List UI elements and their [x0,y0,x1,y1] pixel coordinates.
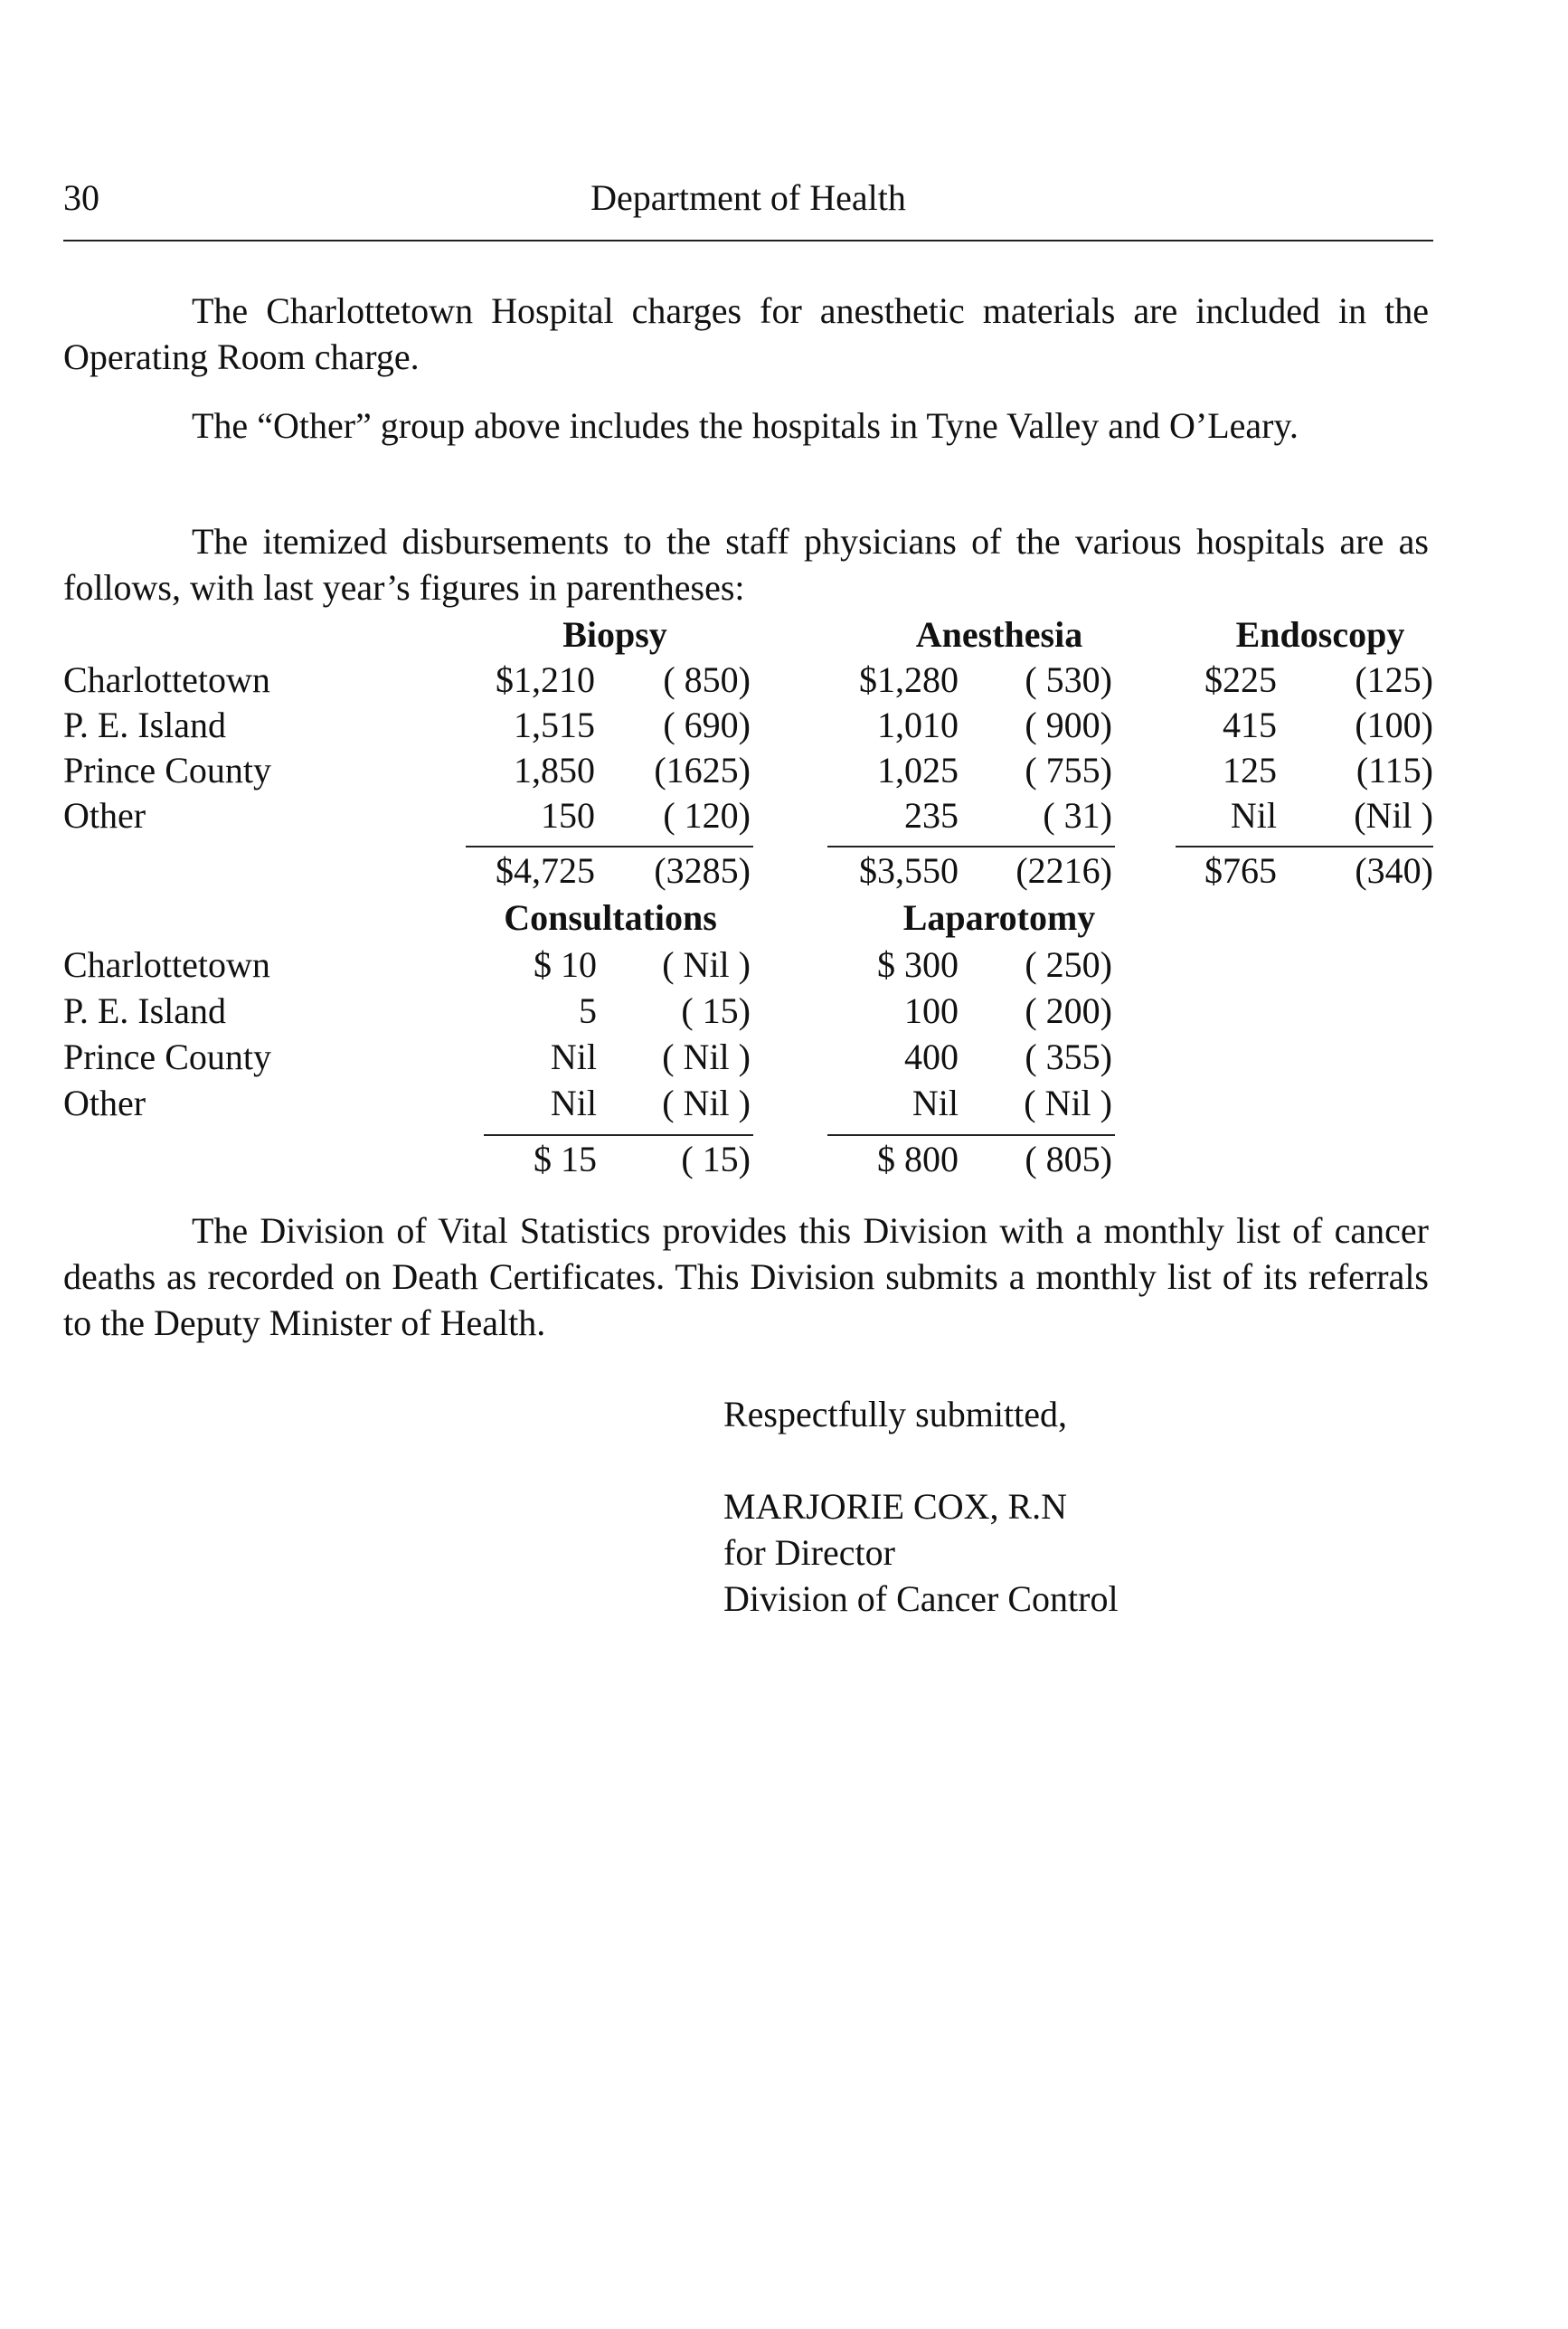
row-label-prince-county: Prince County [63,750,271,791]
total-prior: ( 805) [1025,1139,1112,1179]
total-rule [466,846,753,847]
page-number: 30 [63,177,99,218]
total-value: $3,550 [859,850,959,891]
signatory-division: Division of Cancer Control [723,1578,1119,1619]
total-prior: (340) [1355,850,1433,891]
column-header-anesthesia: Anesthesia [915,614,1083,655]
row-label-other: Other [63,795,146,836]
table-cell-value: 1,025 [877,750,959,791]
table-cell-value: $1,280 [859,659,959,700]
header-rule [63,240,1433,241]
table-cell-value: 150 [541,795,595,836]
page-header [63,176,1433,223]
row-label-prince-county: Prince County [63,1037,271,1077]
total-prior: (2216) [1015,850,1112,891]
table-cell-prior: ( 850) [663,659,751,700]
page-title: Department of Health [590,177,906,218]
table-cell-value: Nil [550,1083,597,1123]
table-cell-prior: ( 900) [1025,705,1112,745]
paragraph-text: The Division of Vital Statistics provides this Division with a monthly list of cancer deaths as recorded on Death Certificates. This Division submits a monthly list of its referrals to the Deputy Minister of Health. [63,1210,1429,1343]
paragraph-vital-statistics [63,1207,1429,1346]
table-cell-prior: (115) [1355,750,1433,791]
table-cell-value: $ 300 [877,944,959,985]
table-cell-prior: ( Nil ) [662,1083,751,1123]
table-cell-prior: (1625) [654,750,751,791]
column-header-laparotomy: Laparotomy [902,897,1096,938]
table-cell-prior: (125) [1355,659,1433,700]
table-cell-value: 125 [1223,750,1277,791]
table-cell-prior: ( 120) [663,795,751,836]
total-value: $ 800 [877,1139,959,1179]
table-cell-value: 1,850 [514,750,595,791]
row-label-pe-island: P. E. Island [63,705,226,745]
paragraph-other-group [63,402,1429,449]
column-header-consultations: Consultations [504,897,717,938]
table-cell-prior: ( 200) [1025,990,1112,1031]
total-rule [827,1134,1115,1136]
row-label-charlottetown: Charlottetown [63,659,270,700]
table-cell-value: 1,515 [514,705,595,745]
row-label-pe-island: P. E. Island [63,990,226,1031]
table-cell-value: Nil [1230,795,1277,836]
closing-line: Respectfully submitted, [723,1394,1067,1434]
column-header-biopsy: Biopsy [562,614,667,655]
row-label-other: Other [63,1083,146,1123]
total-rule [827,846,1115,847]
table-cell-value: 415 [1223,705,1277,745]
table-cell-value: $225 [1204,659,1277,700]
total-rule [484,1134,753,1136]
table-cell-prior: ( 31) [1043,795,1112,836]
paragraph-text: The Charlottetown Hospital charges for anesthetic materials are included in the Operating Room charge. [63,290,1429,377]
total-rule [1176,846,1433,847]
table-cell-prior: ( 250) [1025,944,1112,985]
table-cell-prior: ( 755) [1025,750,1112,791]
total-prior: (3285) [654,850,751,891]
table-cell-prior: (Nil ) [1354,795,1433,836]
total-value: $765 [1204,850,1277,891]
total-prior: ( 15) [681,1139,751,1179]
table-cell-value: 5 [579,990,597,1031]
table-cell-prior: (100) [1355,705,1433,745]
total-value: $4,725 [496,850,595,891]
paragraph-text: The itemized disbursements to the staff physicians of the various hospitals are as follows, with last year’s figures in parentheses: [63,521,1429,608]
table-cell-value: 400 [904,1037,959,1077]
total-value: $ 15 [534,1139,597,1179]
table-cell-value: $ 10 [534,944,597,985]
table-cell-value: $1,210 [496,659,595,700]
column-header-endoscopy: Endoscopy [1235,614,1405,655]
paragraph-itemized-disbursements [63,518,1429,611]
table-cell-value: Nil [912,1083,959,1123]
table-cell-value: 235 [904,795,959,836]
signatory-name: MARJORIE COX, R.N [723,1486,1068,1527]
table-cell-prior: ( 530) [1025,659,1112,700]
table-cell-prior: ( Nil ) [662,944,751,985]
signatory-role: for Director [723,1532,895,1573]
table-cell-value: 100 [904,990,959,1031]
table-cell-prior: ( Nil ) [1024,1083,1112,1123]
table-cell-prior: ( Nil ) [662,1037,751,1077]
row-label-charlottetown: Charlottetown [63,944,270,985]
table-cell-value: Nil [550,1037,597,1077]
paragraph-anesthetic-charges [63,288,1429,380]
table-cell-value: 1,010 [877,705,959,745]
table-cell-prior: ( 355) [1025,1037,1112,1077]
paragraph-text: The “Other” group above includes the hospitals in Tyne Valley and O’Leary. [192,405,1299,446]
table-cell-prior: ( 15) [681,990,751,1031]
table-cell-prior: ( 690) [663,705,751,745]
